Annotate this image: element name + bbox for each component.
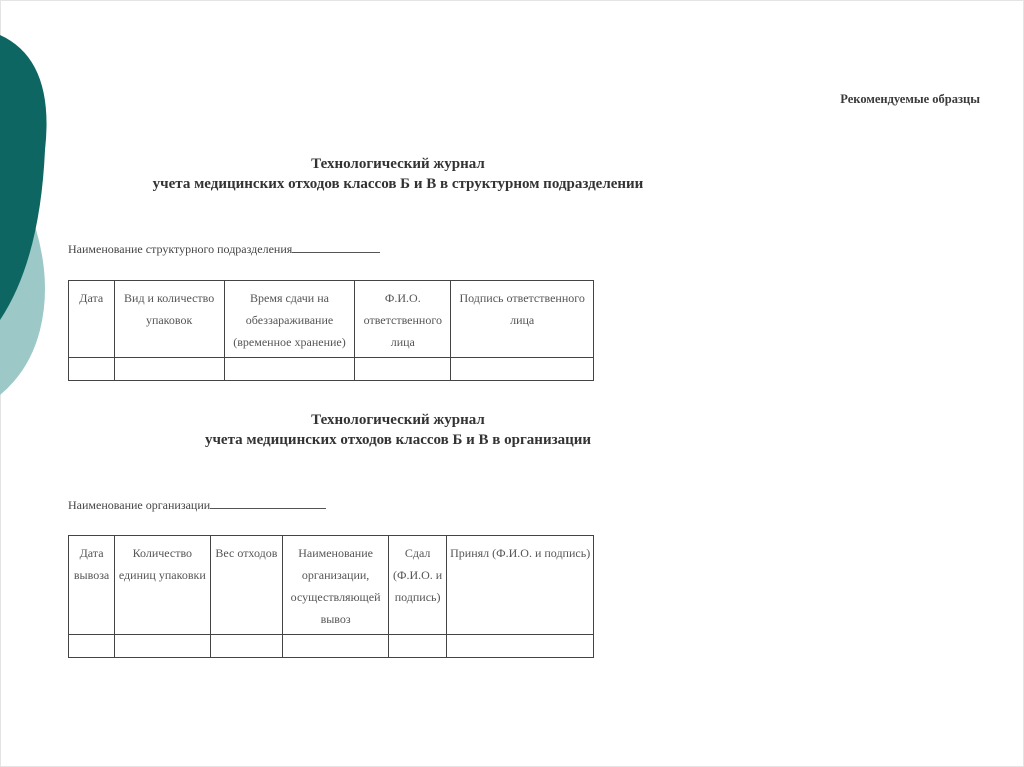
table-cell[interactable] (388, 635, 446, 658)
journal2-title-line1: Технологический журнал (311, 412, 485, 428)
journal2-field-underline (210, 497, 326, 509)
decorative-corner-shape (0, 0, 60, 420)
journal2-col-weight: Вес отходов (210, 536, 283, 635)
journal2-col-organization: Наименование организации, осуществляющей вывоз (283, 536, 389, 635)
table-row (69, 635, 594, 658)
journal2-field-label: Наименование организации (68, 498, 211, 512)
recommended-samples-label: Рекомендуемые образцы (840, 92, 980, 106)
table-cell[interactable] (451, 358, 594, 381)
journal1-col-time: Время сдачи на обеззараживание (временное хранение) (224, 281, 354, 358)
journal1-col-packages: Вид и количество упаковок (114, 281, 224, 358)
journal2-table (68, 535, 594, 658)
journal1-title (0, 154, 910, 194)
journal1-title-line1: Технологический журнал (311, 156, 485, 172)
table-cell[interactable] (210, 635, 283, 658)
journal2-col-received: Принял (Ф.И.О. и подпись) (447, 536, 594, 635)
journal1-field-label: Наименование структурного подразделения (68, 242, 293, 256)
table-cell[interactable] (283, 635, 389, 658)
table-cell[interactable] (69, 358, 115, 381)
journal2-title (0, 410, 910, 450)
journal2-col-date: Дата вывоза (69, 536, 115, 635)
journal1-field (68, 241, 380, 257)
table-cell[interactable] (447, 635, 594, 658)
table-cell[interactable] (355, 358, 451, 381)
journal1-table (68, 280, 594, 381)
journal2-title-line2: учета медицинских отходов классов Б и В в организации (204, 432, 592, 448)
journal2-col-handed: Сдал (Ф.И.О. и подпись) (388, 536, 446, 635)
table-cell[interactable] (115, 635, 210, 658)
table-header-row (69, 536, 594, 635)
journal1-col-signature: Подпись ответственного лица (451, 281, 594, 358)
table-header-row (69, 281, 594, 358)
journal1-field-underline (292, 241, 380, 253)
table-cell[interactable] (224, 358, 354, 381)
journal1-col-name: Ф.И.О. ответственного лица (355, 281, 451, 358)
journal2-col-quantity: Количество единиц упаковки (115, 536, 210, 635)
journal1-title-line2: учета медицинских отходов классов Б и В в структурном подразделении (152, 176, 644, 192)
table-cell[interactable] (114, 358, 224, 381)
journal2-field (68, 497, 326, 513)
table-cell[interactable] (69, 635, 115, 658)
journal1-col-date: Дата (69, 281, 115, 358)
table-row (69, 358, 594, 381)
